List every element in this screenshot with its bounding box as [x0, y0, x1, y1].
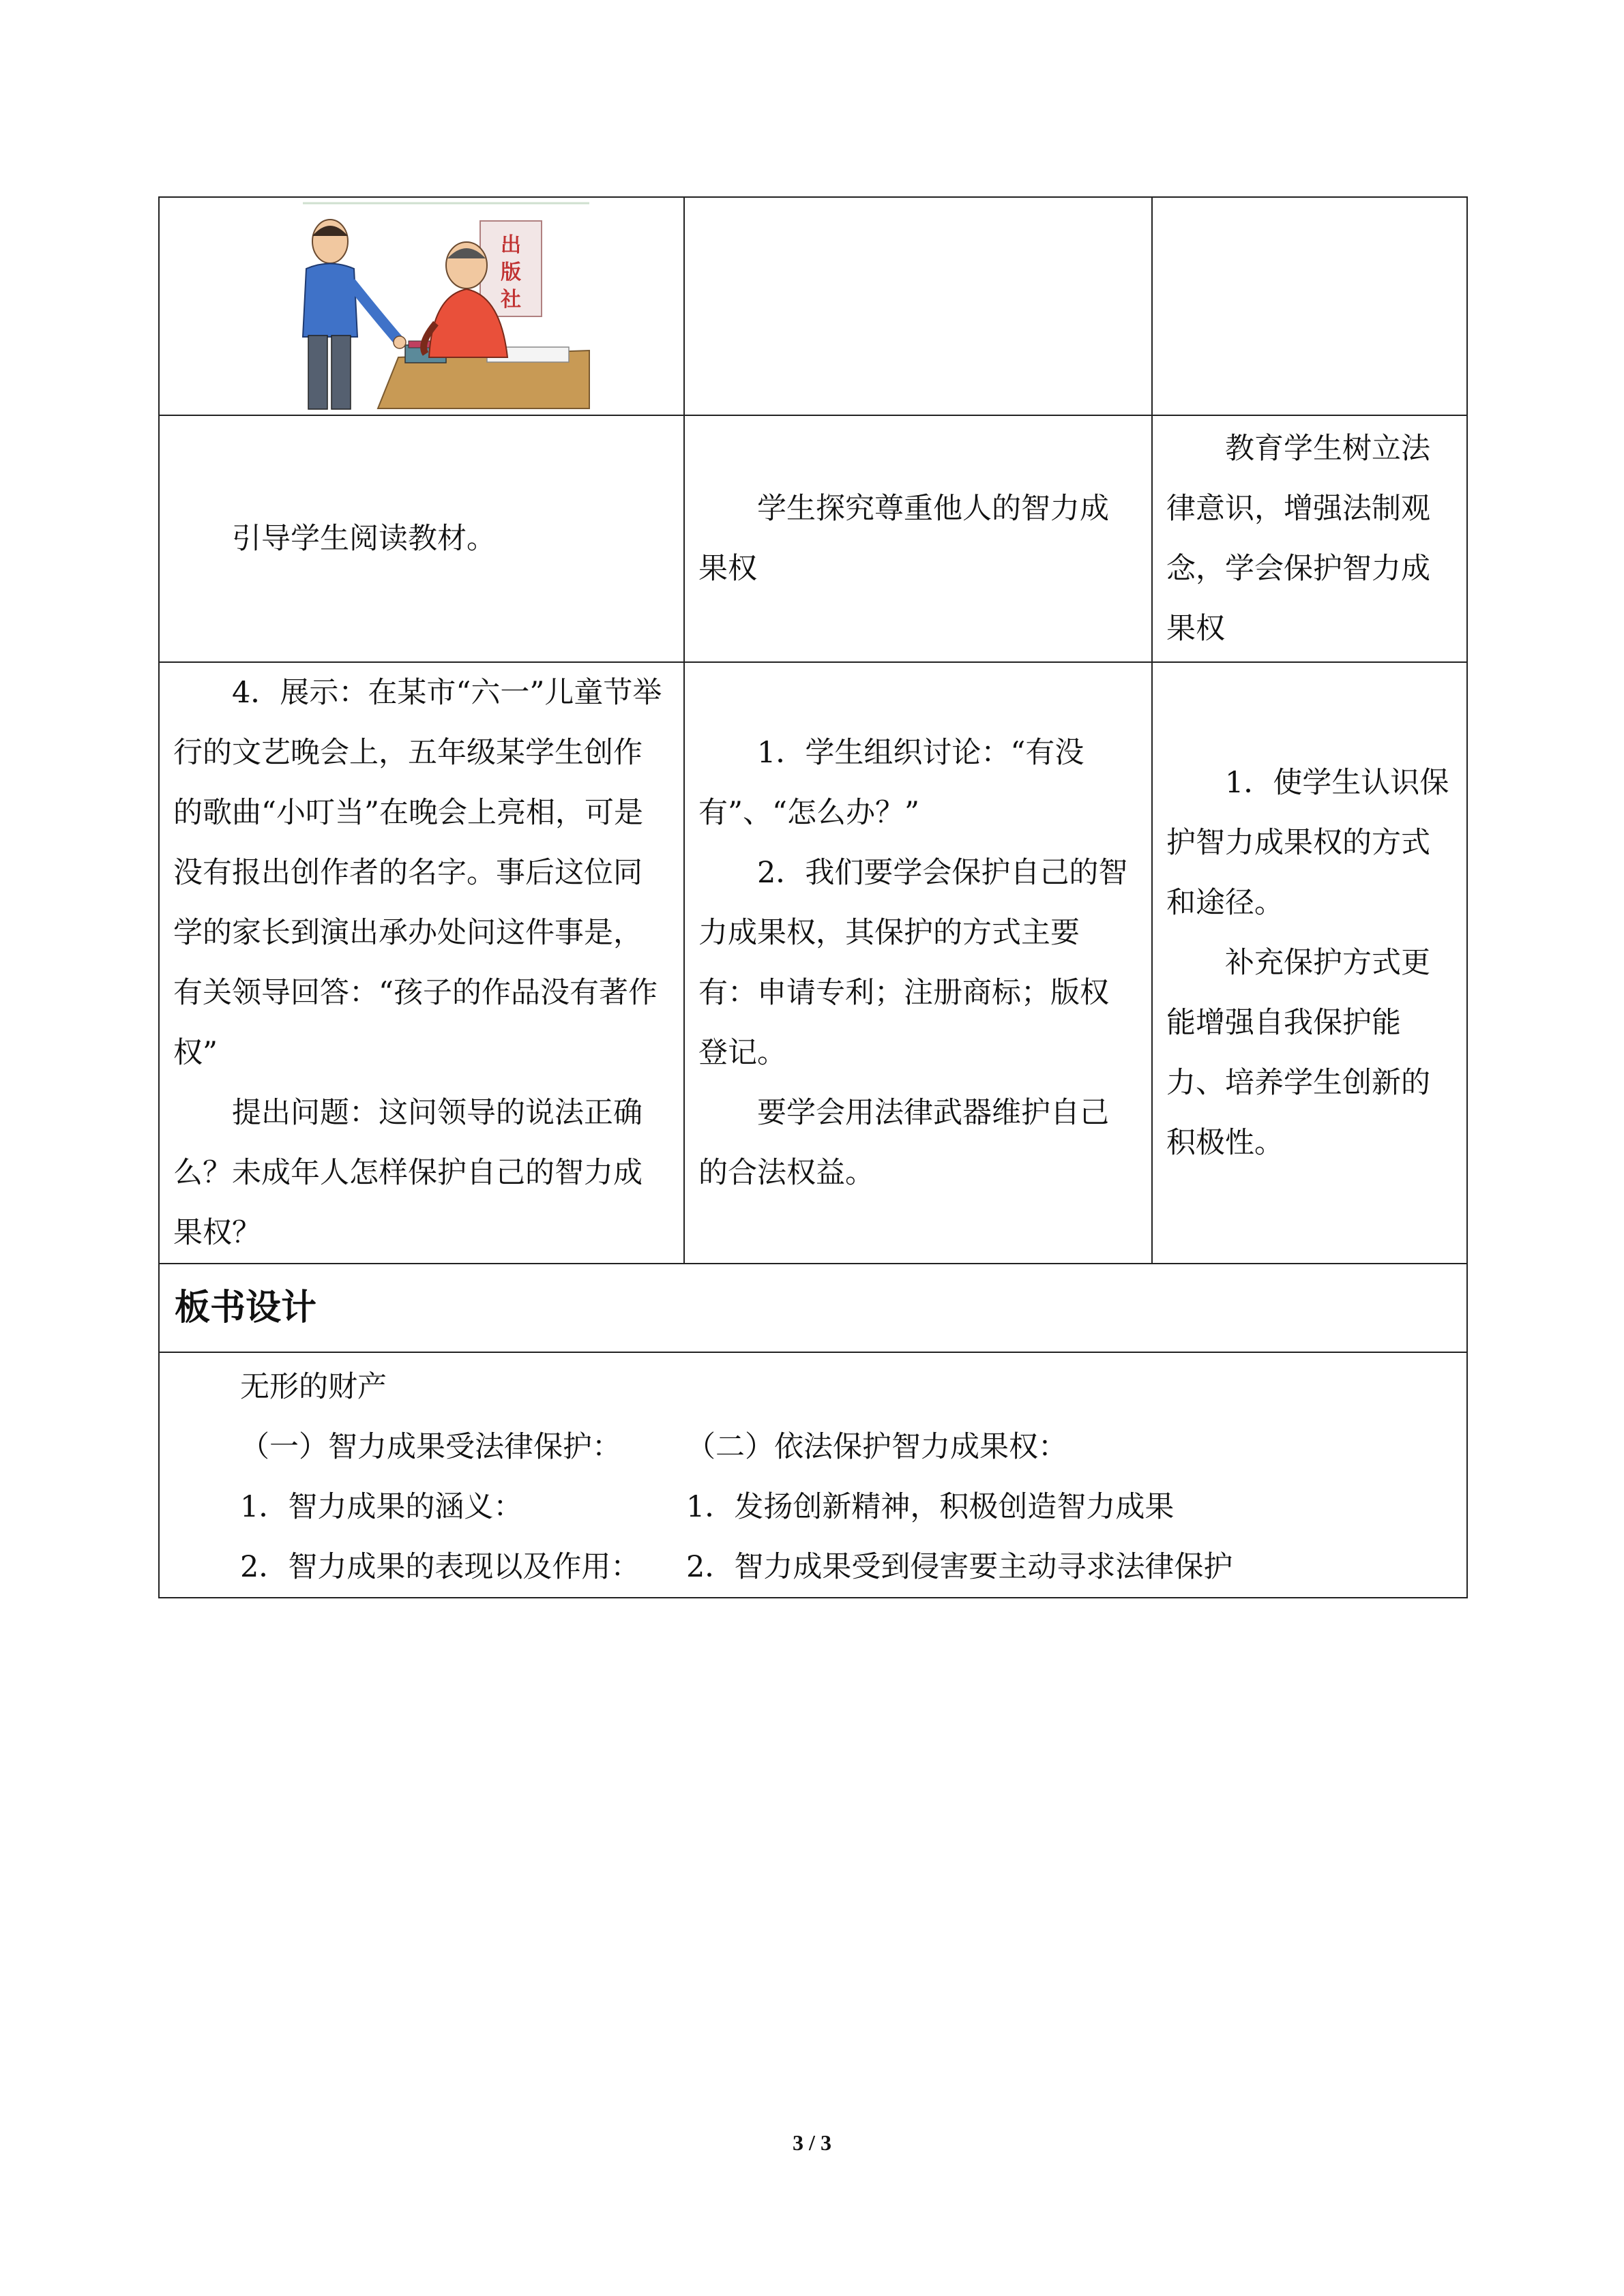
illustration-cell — [159, 197, 684, 415]
board-line — [173, 1537, 1453, 1597]
table-row — [159, 1264, 1467, 1352]
teacher-activity-cell — [159, 415, 684, 662]
case-text: 4．展示：在某市“六一”儿童节举行的文艺晚会上，五年级某学生创作的歌曲“小叮当”在晚会上亮相，可是没有报出创作者的名字。事后这位同学的家长到演出承办处问这件事是，有关领导回答：“孩子的作品没有著作权” — [173, 676, 662, 1070]
discussion-text: 1．学生组织讨论：“有没有”、“怎么办？” — [698, 736, 1084, 830]
design-intent-text: 教育学生树立法律意识，增强法制观念，学会保护智力成果权 — [1166, 432, 1430, 646]
board-right-heading: （二）依法保护智力成果权： — [686, 1430, 1067, 1464]
lesson-table — [158, 196, 1468, 1598]
page-number: 3 / 3 — [793, 2130, 831, 2155]
board-title: 无形的财产 — [240, 1370, 387, 1404]
board-line — [173, 1477, 1453, 1537]
board-left-item: 2．智力成果的表现以及作用： — [240, 1550, 640, 1584]
sign-char-1: 出 — [501, 233, 521, 257]
design-intent-cell — [1152, 415, 1467, 662]
intent-text-2: 补充保护方式更能增强自我保护能力、培养学生创新的积极性。 — [1166, 946, 1430, 1160]
table-row — [159, 1352, 1467, 1598]
section-heading: 板书设计 — [159, 1264, 1467, 1352]
design-intent-cell — [1152, 662, 1467, 1264]
student-activity-cell — [684, 662, 1152, 1264]
table-row — [159, 415, 1467, 662]
board-left-item: 1．智力成果的涵义： — [240, 1490, 523, 1524]
teacher-activity-text: 引导学生阅读教材。 — [232, 522, 496, 556]
board-right-item: 2．智力成果受到侵害要主动寻求法律保护 — [686, 1550, 1233, 1584]
question-text: 提出问题：这问领导的说法正确么？未成年人怎样保护自己的智力成果权？ — [173, 1096, 643, 1250]
protection-methods-text: 2．我们要学会保护自己的智力成果权，其保护的方式主要有：申请专利；注册商标；版权登记。 — [698, 856, 1128, 1070]
student-activity-cell — [684, 415, 1152, 662]
empty-cell — [684, 197, 1152, 415]
table-row — [159, 197, 1467, 415]
board-left-heading: （一）智力成果受法律保护： — [240, 1430, 621, 1464]
legal-rights-text: 要学会用法律武器维护自己的合法权益。 — [698, 1096, 1109, 1190]
board-right-item: 1．发扬创新精神，积极创造智力成果 — [686, 1490, 1175, 1524]
empty-cell — [1152, 197, 1467, 415]
intent-text-1: 1．使学生认识保护智力成果权的方式和途径。 — [1166, 766, 1449, 920]
board-line — [173, 1417, 1453, 1477]
sign-char-2: 版 — [501, 260, 521, 284]
board-design-cell — [159, 1352, 1467, 1598]
publisher-illustration — [296, 200, 596, 412]
student-activity-text: 学生探究尊重他人的智力成果权 — [698, 492, 1109, 586]
sign-char-3: 社 — [501, 288, 521, 312]
table-row — [159, 662, 1467, 1264]
teacher-activity-cell — [159, 662, 684, 1264]
